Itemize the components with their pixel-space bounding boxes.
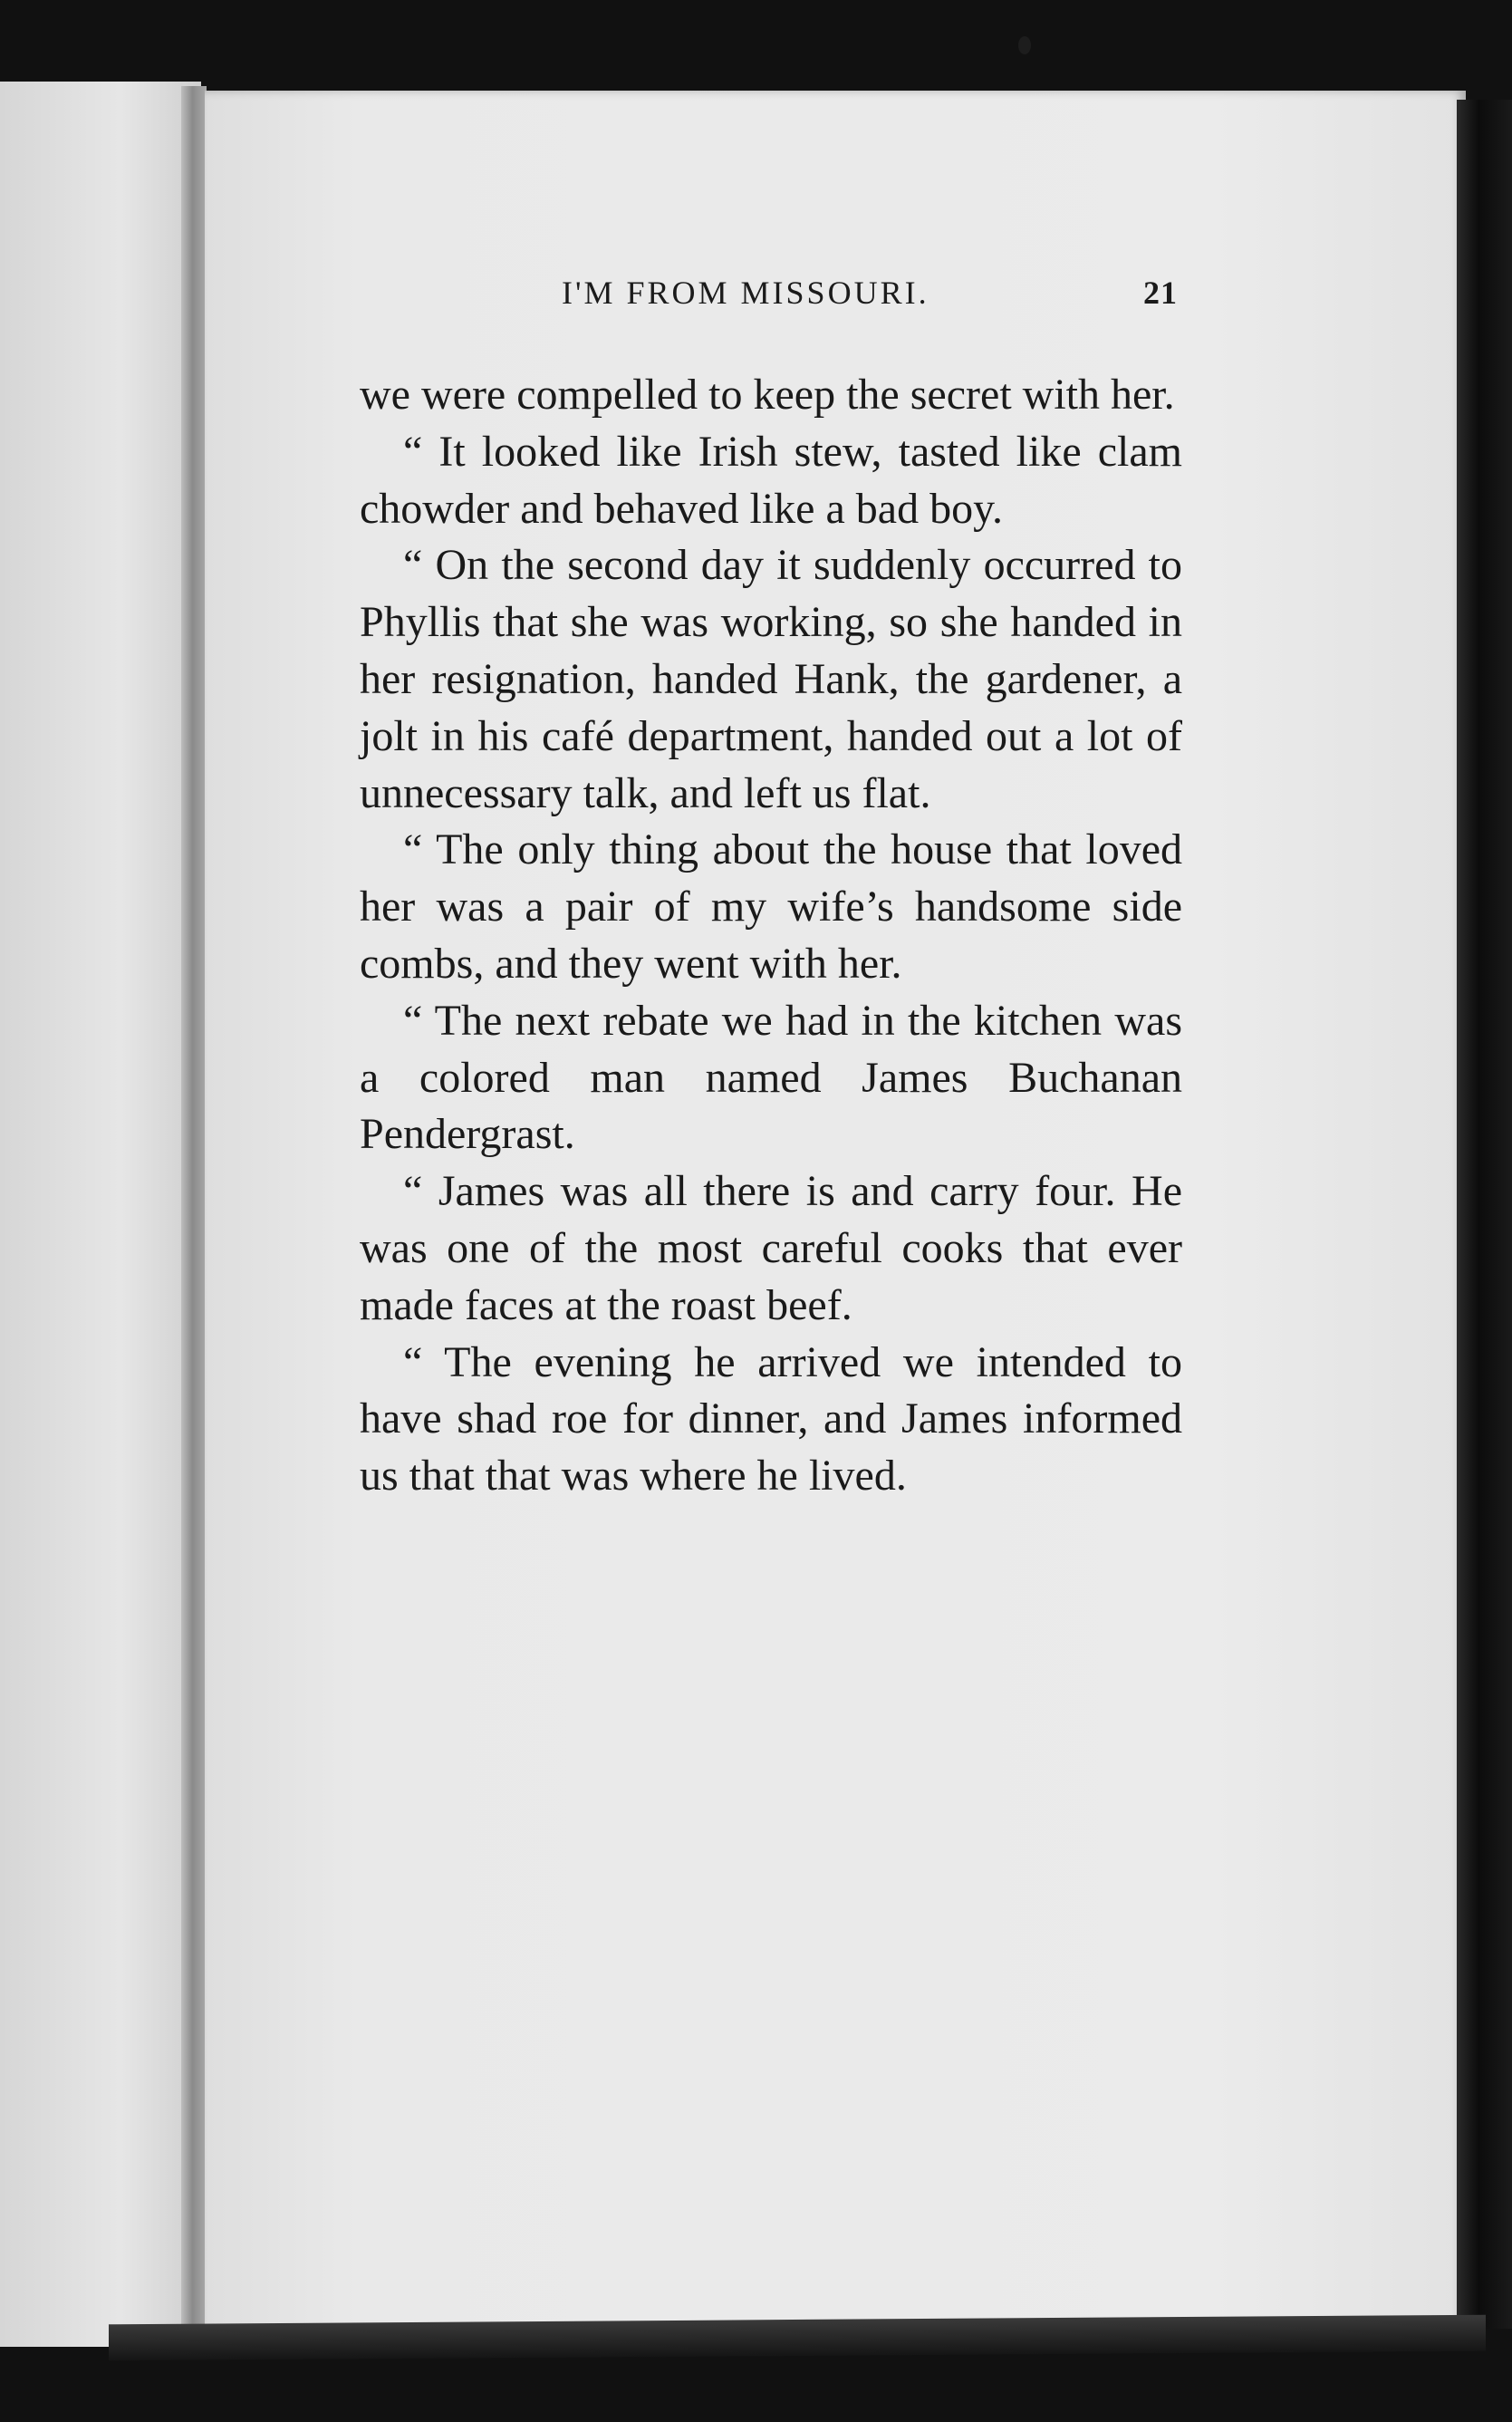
top-ink-spot xyxy=(1018,36,1031,54)
paragraph: we were compelled to keep the secret with her. xyxy=(360,371,1175,419)
paragraph: “ It looked like Irish stew, tasted like clam chowder and behaved like a bad boy. xyxy=(360,427,1182,533)
left-page-edge xyxy=(0,82,201,2347)
body-text xyxy=(360,367,1182,1505)
paragraph: “ The next rebate we had in the kitchen was a colored man named James Buchanan Pendergrast. xyxy=(360,996,1182,1159)
book-gutter xyxy=(181,86,207,2342)
paragraph: “ The only thing about the house that loved her was a pair of my wife’s handsome side combs, and they went with her. xyxy=(360,825,1182,988)
paragraph: “ James was all there is and carry four. He was one of the most careful cooks that ever made faces at the roast beef. xyxy=(360,1167,1182,1329)
paragraph: “ The evening he arrived we intended to have shad roe for dinner, and James informed us that that was where he lived. xyxy=(360,1337,1182,1500)
running-head: I'M FROM MISSOURI. xyxy=(562,275,929,311)
paragraph: “ On the second day it suddenly occurred to Phyllis that she was working, so she handed in her resignation, handed Hank, the gardener, a jolt in his café department, handed out a lot of unnecessary talk, and left us flat. xyxy=(360,541,1182,817)
right-page-edge xyxy=(1457,100,1512,2329)
page-number: 21 xyxy=(1143,275,1178,311)
